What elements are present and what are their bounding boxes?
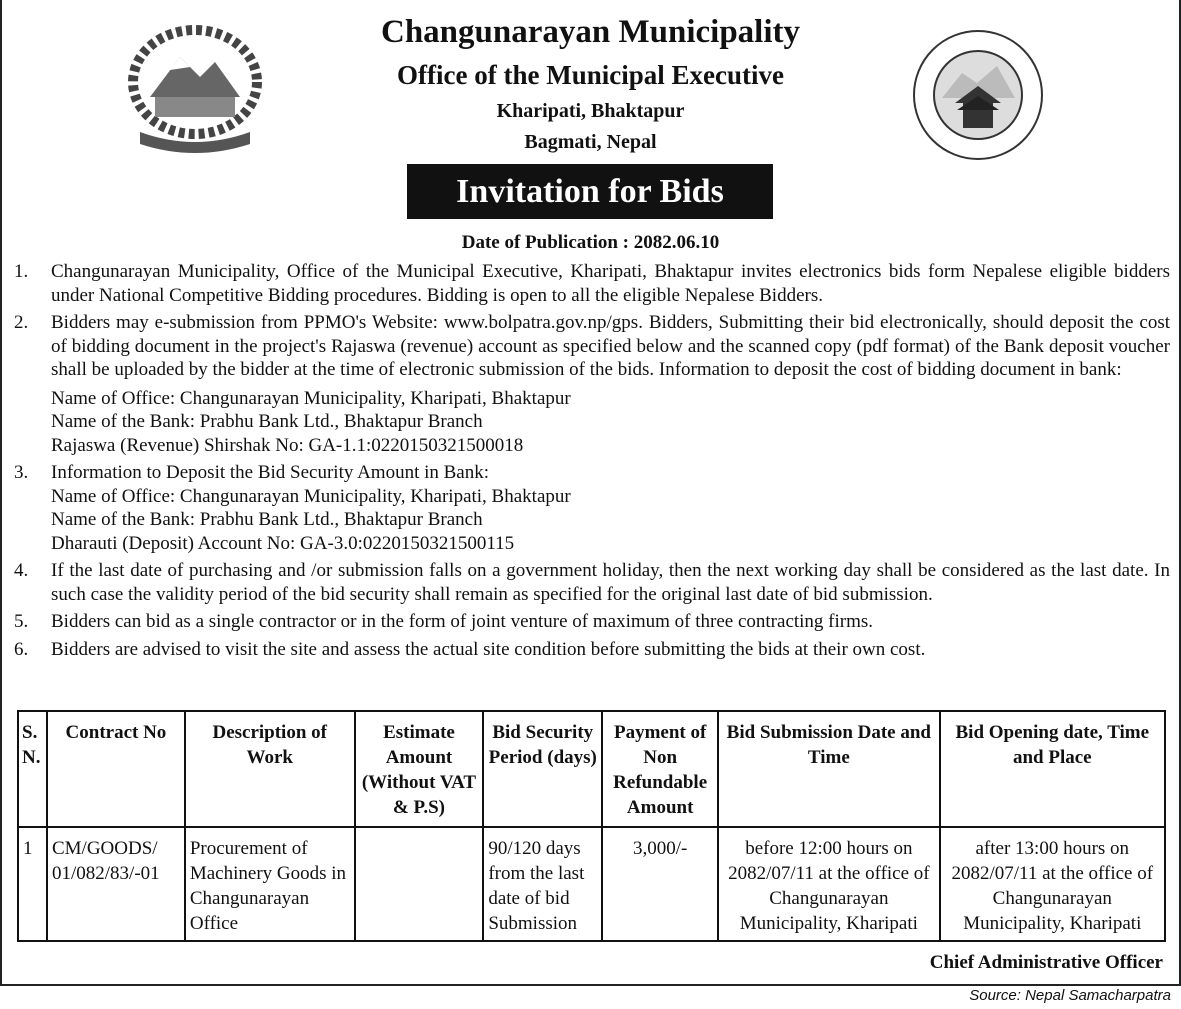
cell-opening: after 13:00 hours on 2082/07/11 at the office of Changunarayan Municipality, Kharipati — [940, 827, 1165, 941]
list-item — [14, 311, 1170, 457]
header-estimate: Estimate Amount (Without VAT & P.S) — [355, 711, 484, 827]
header-opening: Bid Opening date, Time and Place — [940, 711, 1165, 827]
publication-date: Date of Publication : 2082.06.10 — [461, 232, 720, 253]
list-item — [14, 461, 1170, 555]
header-security-period: Bid Security Period (days) — [483, 711, 602, 827]
cell-sn: 1 — [18, 827, 47, 941]
item-text: Information to Deposit the Bid Security Amount in Bank: — [51, 462, 490, 483]
cell-payment: 3,000/- — [602, 827, 718, 941]
cell-description: Procurement of Machinery Goods in Changunarayan Office — [185, 827, 355, 941]
bids-table — [17, 710, 1166, 942]
header-description: Description of Work — [185, 711, 355, 827]
bank-name-line: Name of the Bank: Prabhu Bank Ltd., Bhaktapur Branch — [51, 411, 483, 432]
item-number: 5. — [14, 611, 29, 632]
item-number: 2. — [14, 312, 29, 333]
item-number: 4. — [14, 560, 29, 581]
deposit-account-line: Dharauti (Deposit) Account No: GA-3.0:0220150321500115 — [51, 532, 515, 554]
item-text: Bidders are advised to visit the site and assess the actual site condition before submitting the bids at their own cost. — [51, 638, 926, 660]
table-row — [18, 827, 1165, 941]
source-credit: Source: Nepal Samacharpatra — [969, 987, 1171, 1004]
header-contract-no: Contract No — [47, 711, 185, 827]
table-header-row — [18, 711, 1165, 827]
item-text: Bidders may e-submission from PPMO's Website: www.bolpatra.gov.np/gps. Bidders, Submitting their bid electronically, should deposit the cost of bidding document in the project's Rajaswa (revenue) account as specified below and the scanned copy (pdf format) of the Bank deposit voucher shall be uploaded by the bidder at the time of electronic submission of the bids. Information to deposit the cost of bidding document in bank: — [51, 312, 1170, 380]
list-item — [14, 638, 1170, 662]
list-item — [14, 260, 1170, 307]
signature-title: Chief Administrative Officer — [929, 952, 1163, 973]
list-item — [14, 610, 1170, 634]
address-line-2: Bagmati, Nepal — [524, 131, 657, 153]
item-number: 1. — [14, 261, 29, 282]
header-payment: Payment of Non Refundable Amount — [602, 711, 718, 827]
cell-contract-no: CM/GOODS/ 01/082/83/-01 — [47, 827, 185, 941]
item-text: Changunarayan Municipality, Office of the Municipal Executive, Kharipati, Bhaktapur invites electronics bids form Nepalese eligible bidders under National Competitive Bidding procedures. Bidding is open to all the eligible Nepalese Bidders. — [51, 261, 1170, 306]
item-text: If the last date of purchasing and /or submission falls on a government holiday, then the next working day shall be considered as the last date. In such case the validity period of the bid security shall remain as specified for the original last date of bid submission. — [51, 560, 1170, 605]
item-number: 3. — [14, 462, 29, 483]
list-item — [14, 559, 1170, 606]
header-submission: Bid Submission Date and Time — [718, 711, 939, 827]
cell-submission: before 12:00 hours on 2082/07/11 at the office of Changunarayan Municipality, Kharipati — [718, 827, 939, 941]
office-name-line: Name of Office: Changunarayan Municipality, Kharipati, Bhaktapur — [51, 387, 571, 409]
notice-banner: Invitation for Bids — [407, 164, 773, 219]
item-number: 6. — [14, 638, 29, 660]
address-line-1: Kharipati, Bhaktapur — [496, 100, 685, 122]
cell-estimate — [355, 827, 484, 941]
header-sn: S. N. — [18, 711, 47, 827]
bank-name-line: Name of the Bank: Prabhu Bank Ltd., Bhaktapur Branch — [51, 509, 483, 530]
notice-items — [14, 260, 1170, 665]
item-text: Bidders can bid as a single contractor or in the form of joint venture of maximum of three contracting firms. — [51, 611, 874, 632]
revenue-account-line: Rajaswa (Revenue) Shirshak No: GA-1.1:0220150321500018 — [51, 434, 524, 456]
municipality-title: Changunarayan Municipality — [380, 14, 800, 50]
office-name-line: Name of Office: Changunarayan Municipality, Kharipati, Bhaktapur — [51, 485, 571, 507]
cell-security-period: 90/120 days from the last date of bid Submission — [483, 827, 602, 941]
office-subtitle: Office of the Municipal Executive — [397, 60, 784, 90]
